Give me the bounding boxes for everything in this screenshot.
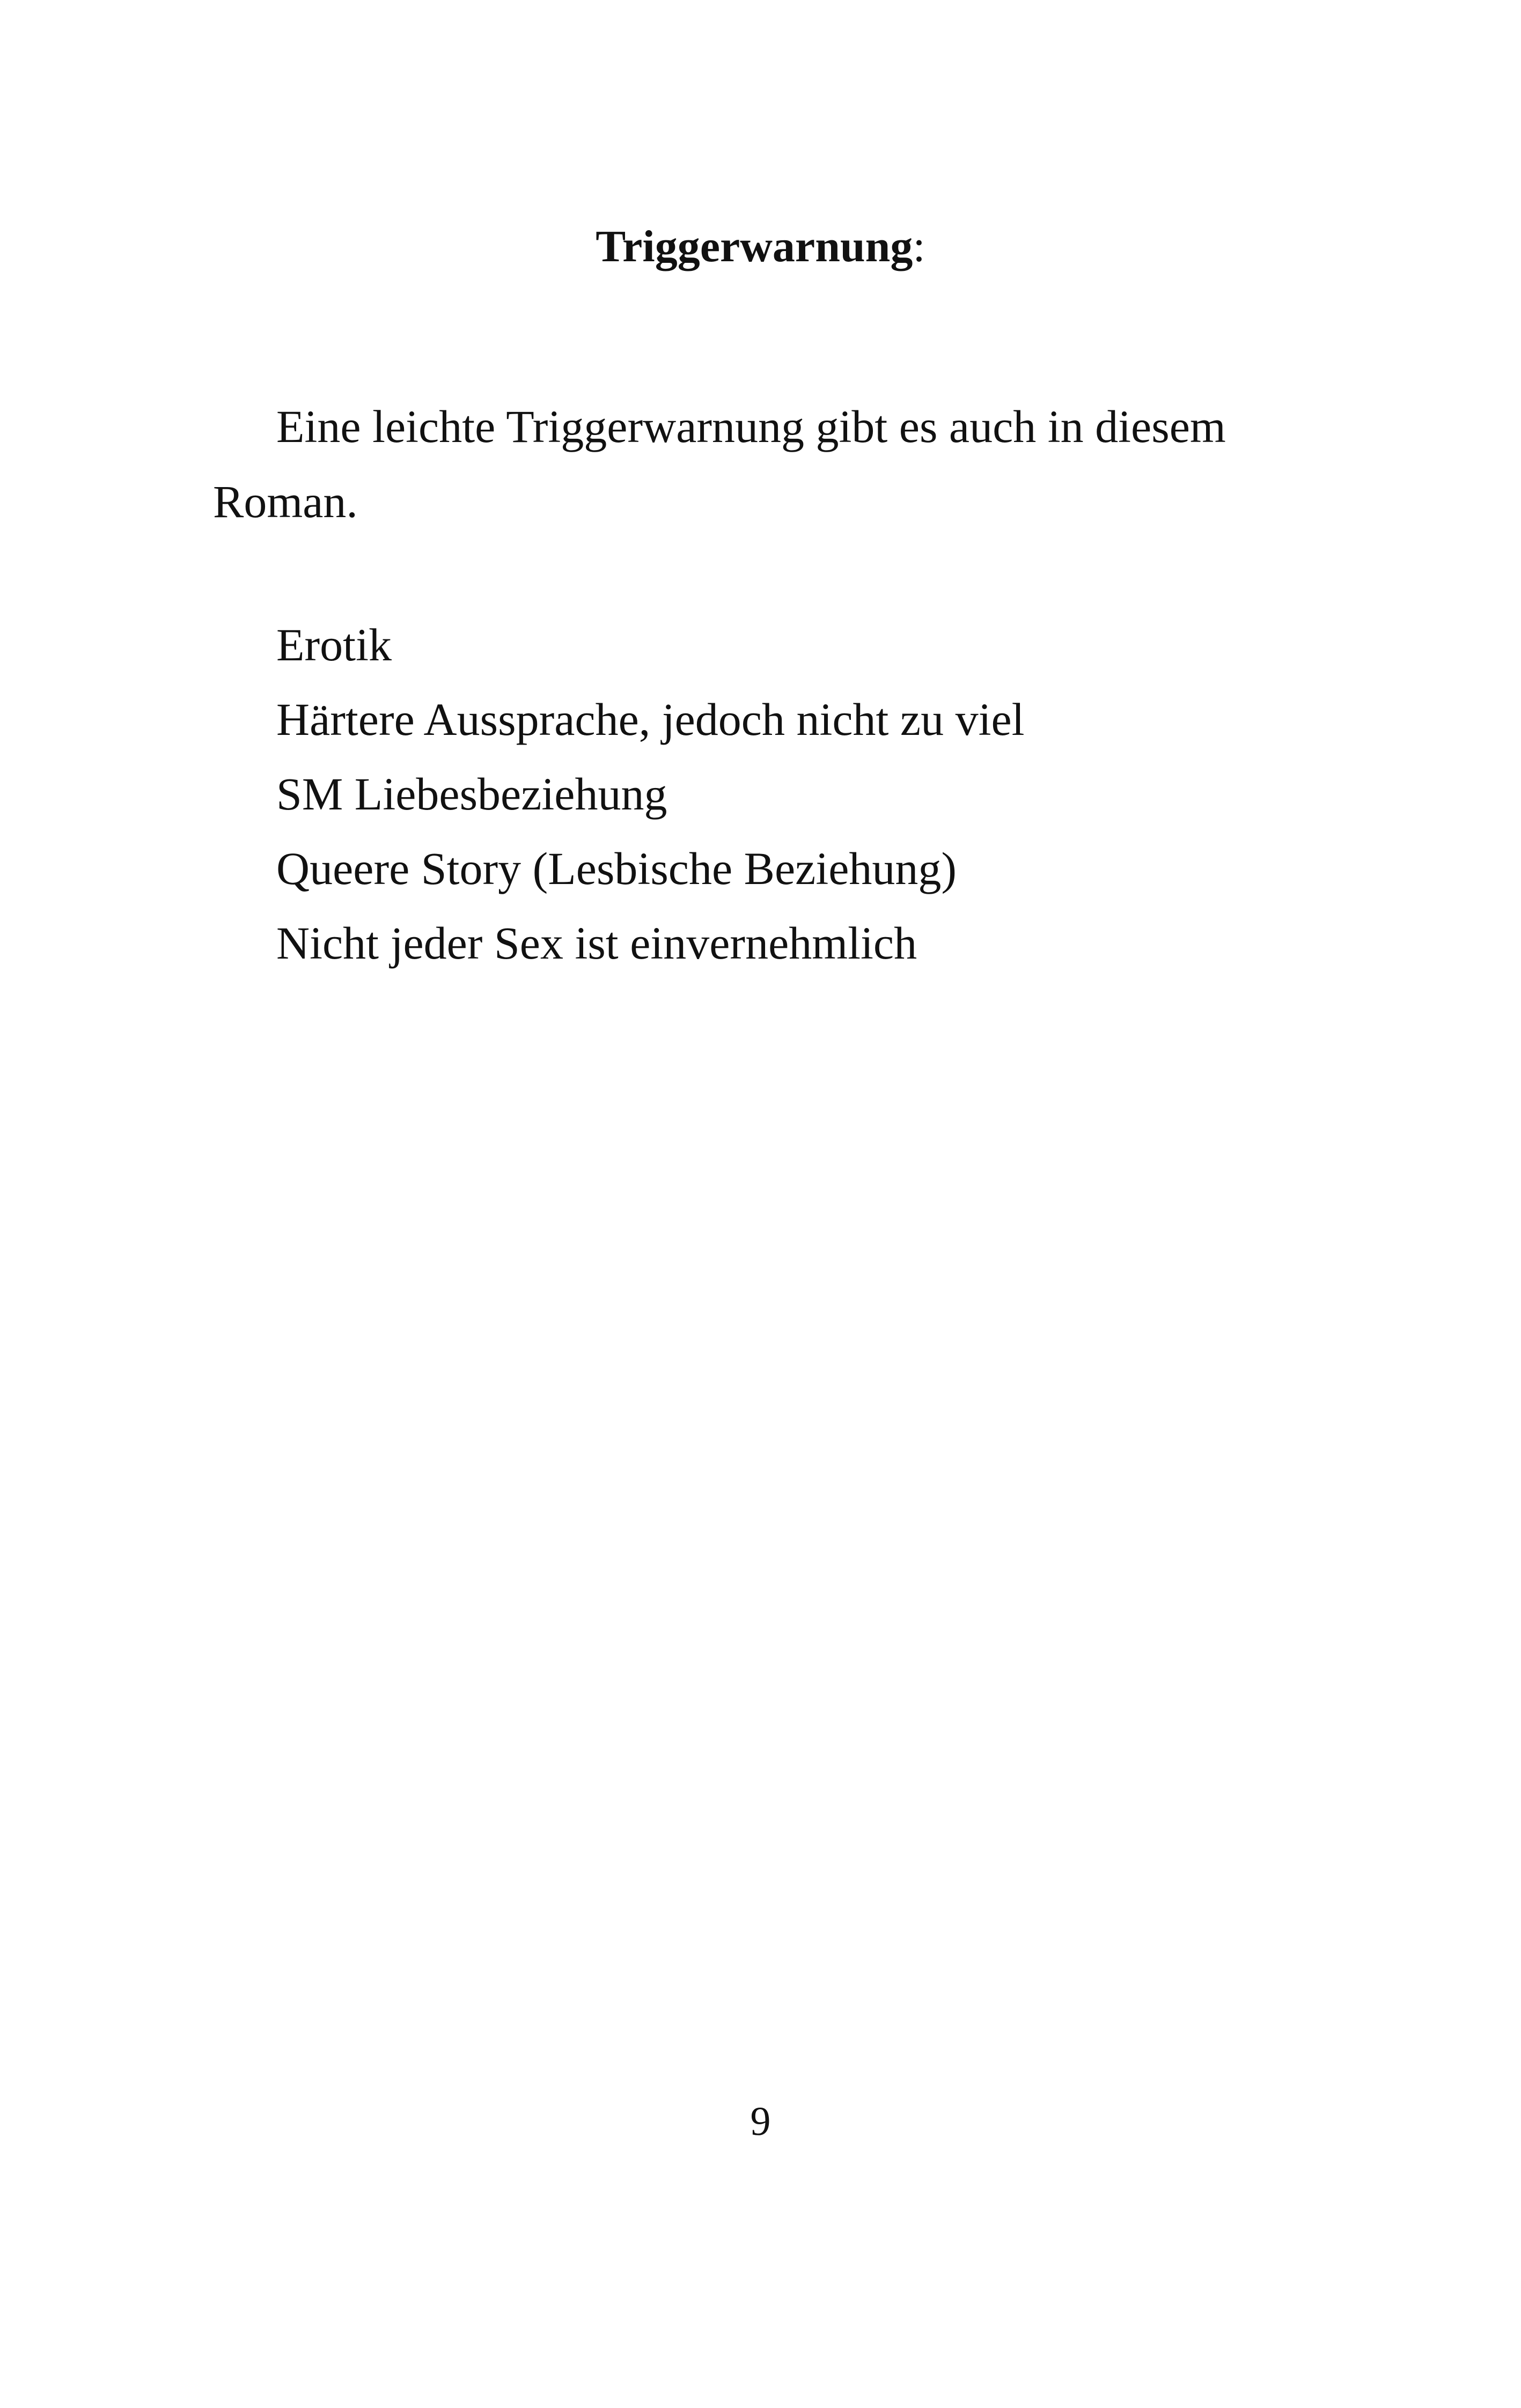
intro-paragraph: Eine leichte Triggerwarnung gibt es auch in diesem Roman. xyxy=(213,401,1226,527)
heading-colon: : xyxy=(913,222,925,271)
list-item: Queere Story (Lesbische Beziehung) xyxy=(276,843,957,894)
list-item: Härtere Aussprache, jedoch nicht zu viel xyxy=(276,694,1025,745)
page-heading xyxy=(0,215,1521,279)
trigger-warning-list xyxy=(276,608,1025,981)
heading-title: Triggerwarnung xyxy=(596,222,913,271)
list-item: Nicht jeder Sex ist einvernehmlich xyxy=(276,917,917,969)
list-item: SM Liebesbeziehung xyxy=(276,768,667,820)
list-item: Erotik xyxy=(276,619,392,671)
page-number: 9 xyxy=(750,2099,771,2144)
